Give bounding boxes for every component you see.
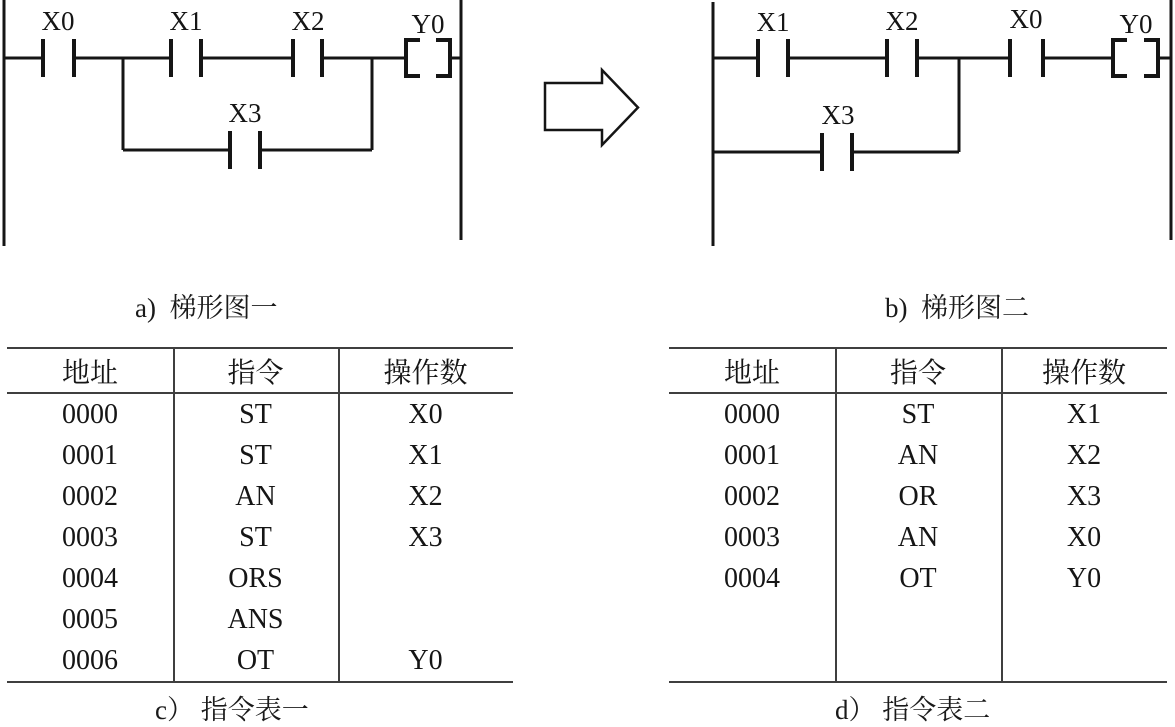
header-address: 地址 — [61, 357, 118, 389]
contact-label: X3 — [821, 100, 855, 130]
header-instruction: 指令 — [889, 357, 946, 389]
header-instruction: 指令 — [227, 357, 284, 389]
cell-address: 0004 — [62, 562, 118, 594]
coil-y0 — [406, 40, 450, 76]
contact-x3 — [230, 131, 260, 169]
table-row — [7, 599, 513, 640]
table-row — [7, 517, 513, 558]
contact-label: X3 — [228, 98, 262, 128]
header-address: 地址 — [723, 357, 780, 389]
cell-address: 0002 — [62, 480, 118, 512]
table-row — [669, 435, 1167, 476]
cell-address: 0003 — [724, 521, 780, 553]
contact-x0 — [1010, 39, 1043, 77]
column-divider — [835, 349, 837, 681]
cell-operand: Y0 — [1066, 562, 1102, 594]
contact-x2 — [293, 39, 322, 77]
wires — [713, 58, 1171, 152]
cell-instruction: ANS — [227, 603, 284, 635]
ladder-diagram-two — [705, 0, 1175, 250]
contact-x1 — [171, 39, 201, 77]
cell-address: 0001 — [724, 439, 780, 471]
header-operand: 操作数 — [1041, 357, 1126, 389]
contact-label: X1 — [169, 6, 203, 36]
coil-label: Y0 — [411, 9, 445, 39]
cell-instruction: ST — [901, 398, 935, 430]
table-row — [669, 517, 1167, 558]
table-row — [669, 476, 1167, 517]
header-operand: 操作数 — [383, 357, 468, 389]
table-row — [7, 558, 513, 599]
contact-x1 — [758, 39, 788, 77]
contact-x2 — [887, 39, 917, 77]
caption-instruction-table-one: c） 指令表一 — [155, 695, 309, 725]
column-divider — [173, 349, 175, 681]
table-row — [7, 476, 513, 517]
cell-address: 0006 — [62, 644, 118, 676]
column-divider — [338, 349, 340, 681]
cell-operand: X2 — [408, 480, 443, 512]
cell-instruction: AN — [235, 480, 276, 512]
contact-label: X1 — [756, 7, 790, 37]
cell-address: 0004 — [724, 562, 780, 594]
cell-operand: X0 — [1066, 521, 1102, 553]
column-divider — [1001, 349, 1003, 681]
cell-address: 0003 — [62, 521, 118, 553]
cell-instruction: ST — [239, 398, 272, 430]
cell-instruction: AN — [897, 439, 939, 471]
cell-instruction: OT — [899, 562, 937, 594]
table-row — [669, 558, 1167, 599]
contact-label: X2 — [291, 6, 325, 36]
contact-label: X2 — [885, 6, 919, 36]
cell-operand: X3 — [408, 521, 443, 553]
table-header-row — [669, 349, 1167, 394]
instruction-table-one — [7, 347, 513, 683]
table-row — [7, 435, 513, 476]
cell-address: 0005 — [62, 603, 118, 635]
caption-instruction-table-two: d） 指令表二 — [835, 695, 991, 725]
cell-instruction: OR — [898, 480, 938, 512]
contact-x0 — [43, 39, 74, 77]
caption-ladder-one: a) 梯形图一 — [135, 293, 278, 323]
ladder-diagram-one — [0, 0, 470, 250]
cell-operand: X3 — [1066, 480, 1102, 512]
table-row — [669, 394, 1167, 435]
contact-label: X0 — [41, 6, 75, 36]
cell-operand: Y0 — [408, 644, 443, 676]
cell-instruction: ST — [239, 521, 272, 553]
instruction-table-two — [669, 347, 1167, 683]
cell-address: 0001 — [62, 439, 118, 471]
cell-instruction: ORS — [228, 562, 283, 594]
cell-address: 0002 — [724, 480, 780, 512]
cell-instruction: ST — [239, 439, 272, 471]
contact-label: X0 — [1009, 4, 1043, 34]
cell-address: 0000 — [724, 398, 780, 430]
cell-instruction: OT — [236, 644, 275, 676]
table-row — [7, 640, 513, 681]
cell-operand: X1 — [408, 439, 443, 471]
cell-instruction: AN — [897, 521, 939, 553]
cell-operand: X0 — [408, 398, 443, 430]
contact-x3 — [822, 133, 852, 171]
cell-operand: X1 — [1066, 398, 1102, 430]
table-header-row — [7, 349, 513, 394]
transform-arrow-icon — [540, 62, 645, 152]
table-row — [7, 394, 513, 435]
coil-y0 — [1113, 40, 1158, 76]
caption-ladder-two: b) 梯形图二 — [885, 293, 1029, 323]
cell-address: 0000 — [62, 398, 118, 430]
coil-label: Y0 — [1119, 9, 1153, 39]
cell-operand: X2 — [1066, 439, 1102, 471]
